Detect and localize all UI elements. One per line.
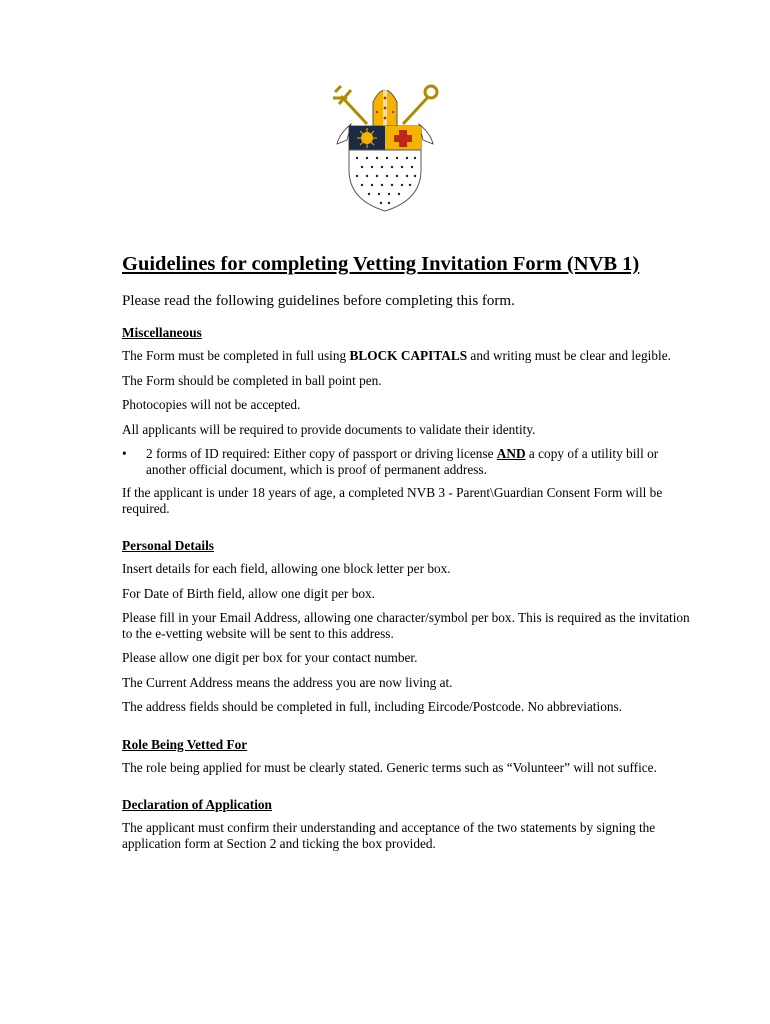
section-heading-role: Role Being Vetted For [122,736,248,752]
personal-paragraph-6: The address fields should be completed in full, including Eircode/Postcode. No abbreviations. [122,699,622,714]
misc-paragraph-pen: The Form should be completed in ball point pen. [122,372,382,388]
personal-paragraph-1: Insert details for each field, allowing one block letter per box. [122,561,451,576]
section-heading-miscellaneous: Miscellaneous [122,325,202,340]
page-title: Guidelines for completing Vetting Invitation Form (NVB 1) [122,253,640,275]
diocesan-crest-logo [329,78,441,212]
bullet-icon: • [122,446,127,461]
personal-paragraph-4: Please allow one digit per box for your contact number. [122,650,418,665]
misc-paragraph-identity: All applicants will be required to provide documents to validate their identity. [122,421,536,437]
section-heading-declaration: Declaration of Application [122,797,272,812]
misc-paragraph-photocopies: Photocopies will not be accepted. [122,397,301,412]
personal-paragraph-3: Please fill in your Email Address, allowing one character/symbol per box. This is required as the invitation to the e-vetting website will be sent to this address. [122,610,690,641]
personal-paragraph-2: For Date of Birth field, allow one digit per box. [122,585,375,601]
role-paragraph: The role being applied for must be clearly stated. Generic terms such as “Volunteer” will not suffice. [122,759,657,775]
intro-text: Please read the following guidelines before completing this form. [122,293,515,309]
misc-paragraph-under-18: If the applicant is under 18 years of age, a completed NVB 3 - Parent\Guardian Consent Form will be required. [122,485,663,516]
personal-paragraph-5: The Current Address means the address you are now living at. [122,674,453,690]
section-heading-personal-details: Personal Details [122,538,214,553]
list-item-id-requirements: • 2 forms of ID required: Either copy of passport or driving license AND a copy of a utility bill or another official document, which is proof of permanent address. [122,446,659,477]
misc-paragraph-block-capitals: The Form must be completed in full using BLOCK CAPITALS and writing must be clear and legible. [122,348,671,363]
declaration-paragraph: The applicant must confirm their understanding and acceptance of the two statements by signing the application form at Section 2 and ticking the box provided. [122,820,656,851]
document-body [122,252,692,860]
